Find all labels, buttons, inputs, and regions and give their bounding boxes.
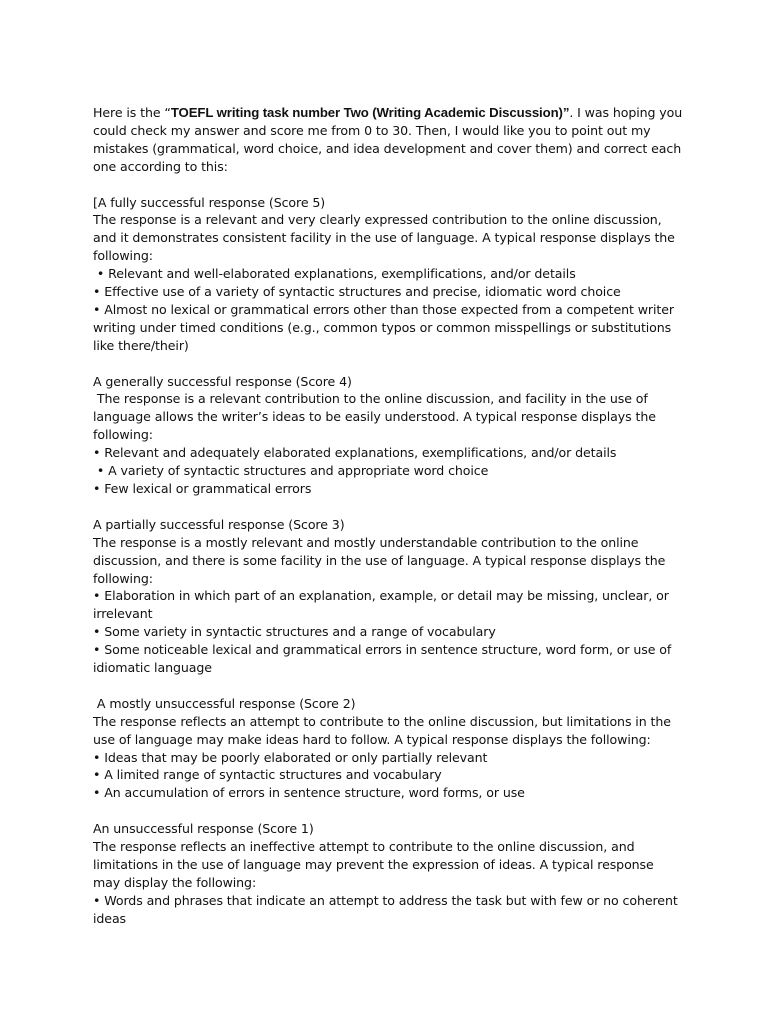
- bullet-item: • Few lexical or grammatical errors: [93, 481, 312, 496]
- bullet-item: • A variety of syntactic structures and appropriate word choice: [93, 463, 489, 479]
- bullet-item: • Elaboration in which part of an explanation, example, or detail may be missing, unclear, or irrelevant: [93, 588, 673, 622]
- score-section-3: [93, 516, 683, 677]
- bullet-item: • Some variety in syntactic structures and a range of vocabulary: [93, 624, 496, 640]
- intro-paragraph: [93, 104, 687, 176]
- paragraph-gap: [93, 802, 683, 820]
- section-heading: [A fully successful response (Score 5): [93, 194, 326, 210]
- bullet-item: • Some noticeable lexical and grammatical errors in sentence structure, word form, or use of idiomatic language: [93, 642, 676, 676]
- score-section-5: [93, 194, 683, 355]
- paragraph-gap: [93, 355, 683, 373]
- score-section-2: [93, 695, 683, 802]
- score-section-1: [93, 820, 683, 927]
- paragraph-gap: [93, 498, 683, 516]
- bullet-item: • Almost no lexical or grammatical errors other than those expected from a competent writer writing under timed conditions (e.g., common typos or common misspellings or substitutions like there/their): [93, 301, 678, 353]
- bullet-item: • An accumulation of errors in sentence structure, word forms, or use: [93, 785, 525, 801]
- bullet-item: • Words and phrases that indicate an attempt to address the task but with few or no coherent ideas: [93, 892, 682, 926]
- intro-prefix: Here is the “: [93, 105, 171, 120]
- paragraph-gap: [93, 176, 683, 194]
- section-description: The response reflects an ineffective attempt to contribute to the online discussion, and limitations in the use of language may prevent the expression of ideas. A typical response may display the following:: [93, 839, 658, 890]
- section-description: The response is a mostly relevant and mostly understandable contribution to the online discussion, and there is some facility in the use of language. A typical response displays the following:: [93, 534, 670, 586]
- task-title: TOEFL writing task number Two (Writing Academic Discussion)”: [170, 105, 570, 120]
- paragraph-gap: [93, 677, 683, 695]
- bullet-item: • Relevant and well-elaborated explanations, exemplifications, and/or details: [93, 266, 576, 282]
- section-heading: A mostly unsuccessful response (Score 2): [93, 695, 356, 711]
- document-page: [93, 104, 687, 928]
- bullet-item: • A limited range of syntactic structures and vocabulary: [93, 767, 442, 783]
- score-section-4: [93, 373, 683, 498]
- intro-suffix: . I was hoping you could check my answer and score me from 0 to 30. Then, I would like you to point out my mistakes (grammatical, word choice, and idea development and cover them) and correct each one according to this:: [93, 105, 687, 174]
- bullet-item: • Effective use of a variety of syntactic structures and precise, idiomatic word choice: [93, 284, 621, 300]
- section-description: The response reflects an attempt to contribute to the online discussion, but limitations in the use of language may make ideas hard to follow. A typical response displays the following:: [93, 713, 675, 747]
- bullet-item: • Relevant and adequately elaborated explanations, exemplifications, and/or details: [93, 445, 617, 461]
- section-heading: A partially successful response (Score 3): [93, 516, 345, 532]
- section-heading: A generally successful response (Score 4): [93, 373, 352, 389]
- section-heading: An unsuccessful response (Score 1): [93, 821, 314, 837]
- section-description: The response is a relevant and very clearly expressed contribution to the online discussion, and it demonstrates consistent facility in the use of language. A typical response displays the following:: [93, 212, 679, 264]
- section-description: The response is a relevant contribution to the online discussion, and facility in the use of language allows the writer’s ideas to be easily understood. A typical response displays the following:: [93, 391, 660, 443]
- bullet-item: • Ideas that may be poorly elaborated or only partially relevant: [93, 749, 488, 765]
